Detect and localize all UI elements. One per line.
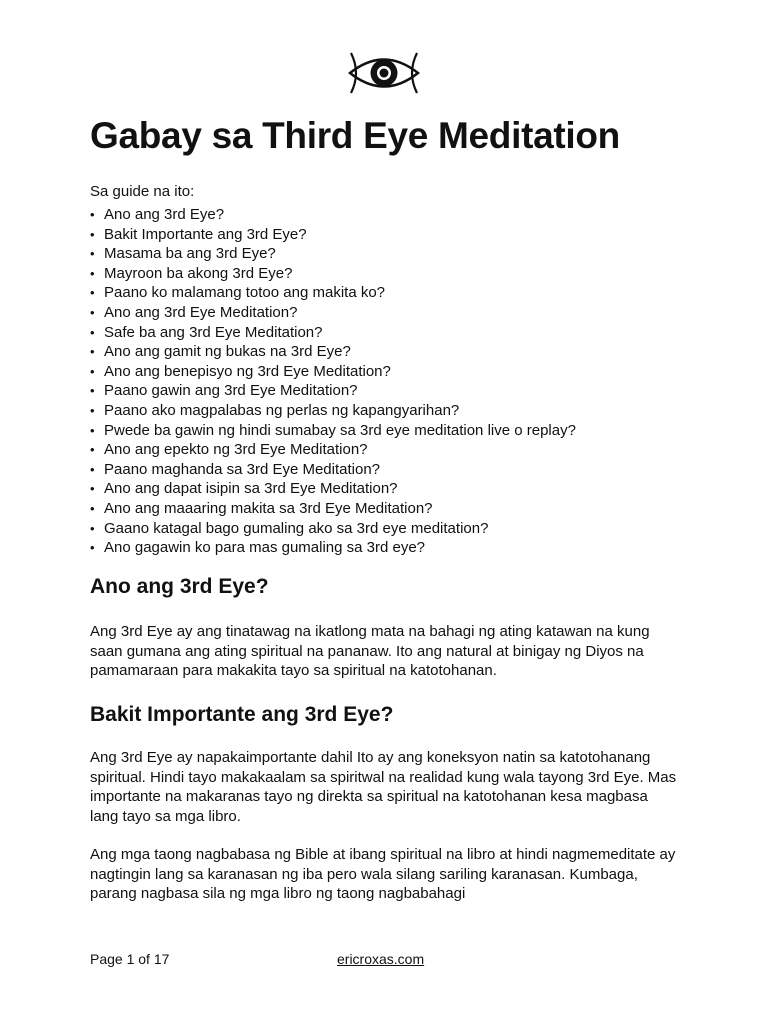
toc-item: • Ano ang gamit ng bukas na 3rd Eye?: [90, 342, 576, 362]
toc-item: • Paano gawin ang 3rd Eye Meditation?: [90, 381, 576, 401]
toc-item: • Safe ba ang 3rd Eye Meditation?: [90, 323, 576, 343]
toc-item: • Paano maghanda sa 3rd Eye Meditation?: [90, 460, 576, 480]
toc-intro: Sa guide na ito:: [90, 183, 195, 200]
section-paragraph: Ang 3rd Eye ay napakaimportante dahil Ito ay ang koneksyon natin sa katotohanang spiritual. Hindi tayo makakaalam sa spiritwal na realidad kung wala tayong 3rd Eye. Mas importante na makaranas tayo ng direkta sa spiritual na katotohanan kesa magbasa lang tayo sa mga libro.: [90, 749, 677, 825]
site-link[interactable]: ericroxas.com: [337, 951, 425, 967]
toc-item: • Paano ako magpalabas ng perlas ng kapangyarihan?: [90, 401, 576, 421]
toc-item: • Ano ang epekto ng 3rd Eye Meditation?: [90, 440, 576, 460]
toc-item: • Ano ang 3rd Eye Meditation?: [90, 303, 576, 323]
toc-item: • Mayroon ba akong 3rd Eye?: [90, 264, 576, 284]
toc-item: • Pwede ba gawin ng hindi sumabay sa 3rd eye meditation live o replay?: [90, 421, 576, 441]
third-eye-icon: [347, 50, 421, 96]
page-title: Gabay sa Third Eye Meditation: [90, 115, 620, 156]
toc-item: • Masama ba ang 3rd Eye?: [90, 244, 576, 264]
page-number: Page 1 of 17: [90, 951, 170, 967]
toc-item: • Ano ang benepisyo ng 3rd Eye Meditation?: [90, 362, 576, 382]
toc-item: • Paano ko malamang totoo ang makita ko?: [90, 283, 576, 303]
toc-item: • Ano ang dapat isipin sa 3rd Eye Meditation?: [90, 479, 576, 499]
table-of-contents: [90, 205, 576, 558]
toc-item: • Ano gagawin ko para mas gumaling sa 3rd eye?: [90, 538, 576, 558]
section-heading-importance: Bakit Importante ang 3rd Eye?: [90, 703, 394, 726]
section-heading-3rd-eye: Ano ang 3rd Eye?: [90, 575, 269, 598]
toc-item: • Ano ang 3rd Eye?: [90, 205, 576, 225]
toc-item: • Ano ang maaaring makita sa 3rd Eye Meditation?: [90, 499, 576, 519]
section-paragraph: Ang mga taong nagbabasa ng Bible at ibang spiritual na libro at hindi nagmemeditate ay nagtingin lang sa karanasan ng iba pero wala silang sariling karanasan. Kumbaga, parang nagbasa sila ng mga libro ng taong nagbabahagi: [90, 846, 676, 903]
section-paragraph: Ang 3rd Eye ay ang tinatawag na ikatlong mata na bahagi ng ating katawan na kung saan gumana ang ating spiritual na pananaw. Ito ang natural at binigay ng Diyos na pamamaraan para makakita tayo sa spiritual na katotohanan.: [90, 623, 650, 680]
toc-item: • Bakit Importante ang 3rd Eye?: [90, 225, 576, 245]
toc-item: • Gaano katagal bago gumaling ako sa 3rd eye meditation?: [90, 519, 576, 539]
